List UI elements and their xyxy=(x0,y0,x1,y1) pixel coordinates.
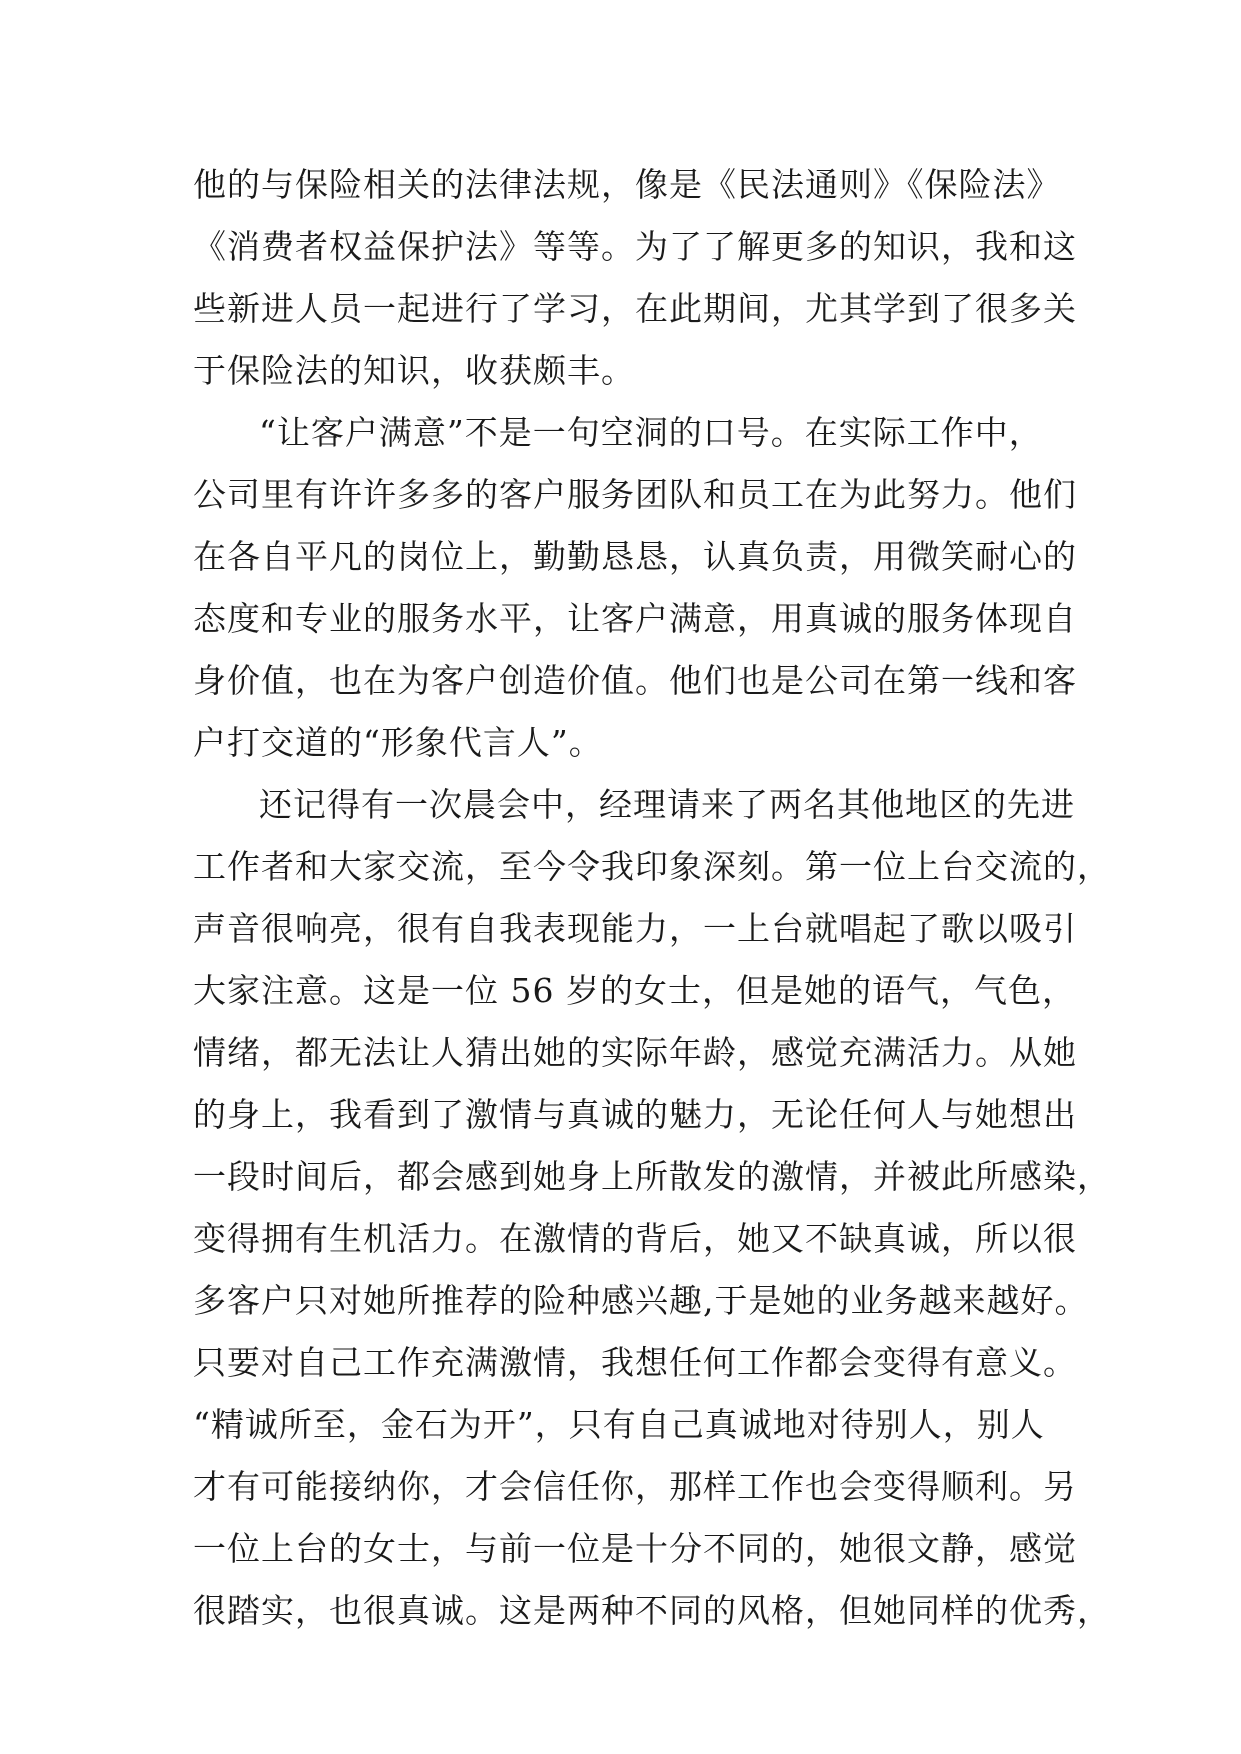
text-line: 户打交道的“形象代言人”。 xyxy=(193,723,603,762)
text-line: 工作者和大家交流，至今令我印象深刻。第一位上台交流的， xyxy=(193,847,1111,886)
text-line: 于保险法的知识，收获颇丰。 xyxy=(193,351,635,390)
text-line: “让客户满意”不是一句空洞的口号。在实际工作中， xyxy=(259,413,1043,452)
text-line: 很踏实，也很真诚。这是两种不同的风格，但她同样的优秀， xyxy=(193,1591,1111,1630)
text-line: 态度和专业的服务水平，让客户满意，用真诚的服务体现自 xyxy=(193,599,1077,638)
text-line: 多客户只对她所推荐的险种感兴趣,于是她的业务越来越好。 xyxy=(193,1281,1089,1320)
text-line: 在各自平凡的岗位上，勤勤恳恳，认真负责，用微笑耐心的 xyxy=(193,537,1077,576)
text-line: 一段时间后，都会感到她身上所散发的激情，并被此所感染， xyxy=(193,1157,1111,1196)
text-line: “精诚所至，金石为开”，只有自己真诚地对待别人，别人 xyxy=(193,1405,1045,1444)
body-text xyxy=(193,154,1111,1642)
text-line: 变得拥有生机活力。在激情的背后，她又不缺真诚，所以很 xyxy=(193,1219,1077,1258)
text-line: 声音很响亮，很有自我表现能力，一上台就唱起了歌以吸引 xyxy=(193,909,1077,948)
text-line: 《消费者权益保护法》等等。为了了解更多的知识，我和这 xyxy=(193,227,1077,266)
text-line: 情绪，都无法让人猜出她的实际年龄，感觉充满活力。从她 xyxy=(193,1033,1077,1072)
text-line: 些新进人员一起进行了学习，在此期间，尤其学到了很多关 xyxy=(193,289,1077,328)
text-line: 一位上台的女士，与前一位是十分不同的，她很文静，感觉 xyxy=(193,1529,1077,1568)
text-line: 还记得有一次晨会中，经理请来了两名其他地区的先进 xyxy=(259,785,1075,824)
text-line: 公司里有许许多多的客户服务团队和员工在为此努力。他们 xyxy=(193,475,1077,514)
text-line: 的身上，我看到了激情与真诚的魅力，无论任何人与她想出 xyxy=(193,1095,1077,1134)
text-line: 才有可能接纳你，才会信任你，那样工作也会变得顺利。另 xyxy=(193,1467,1077,1506)
text-line: 他的与保险相关的法律法规，像是《民法通则》《保险法》 xyxy=(193,165,1061,204)
text-line: 只要对自己工作充满激情，我想任何工作都会变得有意义。 xyxy=(193,1343,1077,1382)
text-line: 身价值，也在为客户创造价值。他们也是公司在第一线和客 xyxy=(193,661,1077,700)
text-line: 大家注意。这是一位 56 岁的女士，但是她的语气，气色， xyxy=(193,971,1076,1010)
